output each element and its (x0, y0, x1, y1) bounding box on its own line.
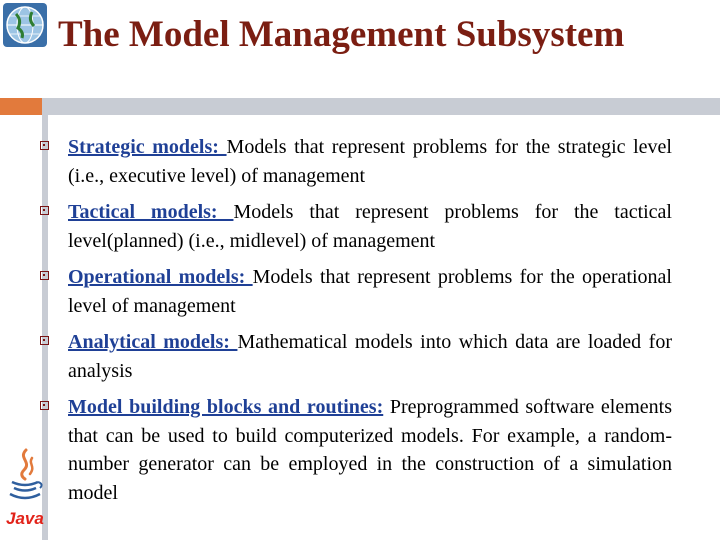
bullet-term: Tactical models: (68, 201, 234, 223)
bullet-text: Models that represent problems for the strategic level (i.e., executive level) of management (68, 136, 672, 187)
bullet-item (40, 328, 672, 385)
square-bullet-icon (40, 336, 49, 345)
square-bullet-icon (40, 206, 49, 215)
bullet-text: Models that represent problems for the operational level of management (68, 266, 672, 317)
header-divider-bar (48, 98, 720, 115)
square-bullet-icon (40, 401, 49, 410)
bullet-item (40, 263, 672, 320)
page-title: The Model Management Subsystem (58, 14, 625, 55)
header-accent-bar (0, 98, 42, 115)
bullet-item (40, 133, 672, 190)
java-logo-icon (4, 446, 46, 528)
square-bullet-icon (40, 141, 49, 150)
square-bullet-icon (40, 271, 49, 280)
bullet-term: Model building blocks and routines: (68, 396, 384, 418)
bullet-item (40, 393, 672, 507)
bullet-text: Mathematical models into which data are loaded for analysis (68, 331, 672, 382)
bullet-term: Operational models: (68, 266, 253, 288)
bullet-term: Strategic models: (68, 136, 227, 158)
globe-logo-icon (2, 2, 48, 48)
bullet-text: Models that represent problems for the tactical level(planned) (i.e., midlevel) of management (68, 201, 672, 252)
java-logo-text: Java (6, 509, 44, 528)
bullet-item (40, 198, 672, 255)
bullet-list (40, 133, 672, 515)
bullet-term: Analytical models: (68, 331, 238, 353)
bullet-text: Preprogrammed software elements that can be used to build computerized models. For example, a random-number generator can be employed in the construction of a simulation model (68, 396, 672, 504)
